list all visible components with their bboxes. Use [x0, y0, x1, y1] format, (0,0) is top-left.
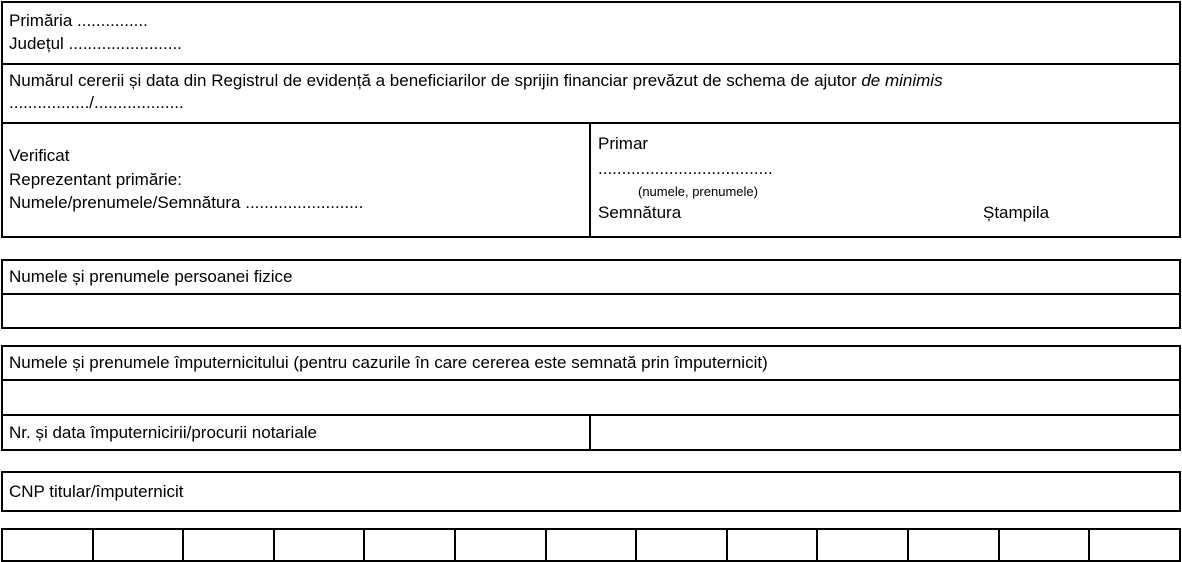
primar-name-field: ..................................... [598, 159, 773, 178]
divider [1, 122, 1181, 124]
cnp-digit-box[interactable] [184, 530, 275, 560]
divider [589, 122, 591, 238]
primaria-field: Primăria ............... [9, 11, 148, 30]
representative-label: Reprezentant primărie: [9, 170, 182, 189]
proxy-document-label: Nr. și data împuternicirii/procurii notariale [9, 423, 318, 442]
judetul-field: Județul ........................ [9, 34, 182, 53]
cnp-digit-box[interactable] [909, 530, 1000, 560]
registry-label [9, 71, 943, 91]
verificat-label: Verificat [9, 146, 70, 165]
registry-number-date-field: ................./................... [9, 93, 184, 112]
cnp-digit-box[interactable] [728, 530, 819, 560]
proxy-document-field[interactable] [598, 423, 1168, 443]
primar-label: Primar [598, 134, 649, 153]
divider [1, 414, 1181, 416]
cnp-digit-box[interactable] [365, 530, 456, 560]
divider [1, 379, 1181, 381]
cnp-digit-box[interactable] [94, 530, 185, 560]
person-name-label: Numele și prenumele persoanei fizice [9, 267, 293, 286]
primar-signature-label: Semnătura [598, 203, 682, 222]
divider [1, 293, 1181, 295]
registry-label-text: Numărul cererii și data din Registrul de evidență a beneficiarilor de sprijin financiar prevăzut de schema de ajutor [9, 71, 862, 90]
cnp-digit-box[interactable] [818, 530, 909, 560]
person-name-field[interactable] [9, 303, 1169, 323]
cnp-digit-box[interactable] [547, 530, 638, 560]
primar-name-hint: (numele, prenumele) [638, 184, 758, 199]
cnp-digit-box[interactable] [1090, 530, 1179, 560]
registry-label-italic: de minimis [861, 71, 943, 90]
cnp-label: CNP titular/împuternicit [9, 482, 184, 501]
representative-signature-field: Numele/prenumele/Semnătura ......................... [9, 193, 364, 212]
cnp-digit-box[interactable] [1000, 530, 1091, 560]
cnp-digit-box[interactable] [275, 530, 366, 560]
cnp-digit-box[interactable] [637, 530, 728, 560]
cnp-digit-boxes [1, 528, 1181, 562]
cnp-digit-box[interactable] [3, 530, 94, 560]
divider [1, 63, 1181, 65]
cnp-digit-box[interactable] [456, 530, 547, 560]
divider [589, 414, 591, 451]
proxy-name-label: Numele și prenumele împuternicitului (pentru cazurile în care cererea este semnată prin împuternicit) [9, 353, 768, 372]
proxy-name-field[interactable] [9, 388, 1169, 408]
stamp-label: Ștampila [983, 203, 1050, 222]
